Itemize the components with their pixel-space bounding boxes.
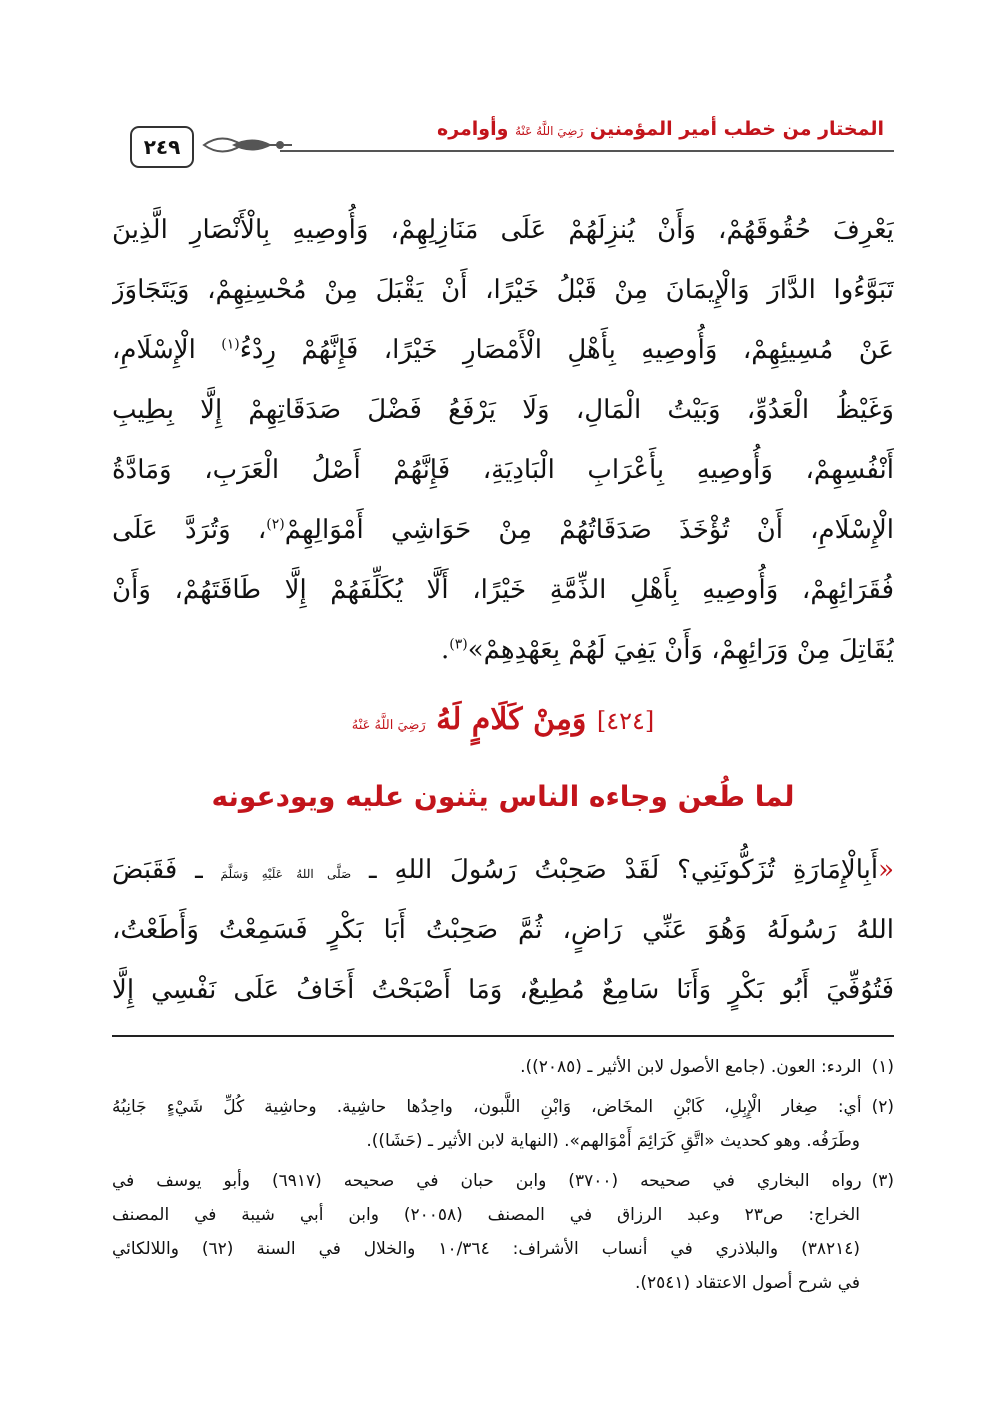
footnote-number: (٣) (871, 1171, 894, 1191)
text-segment: الْإِسْلَامِ، (112, 335, 196, 365)
section-heading (112, 702, 894, 737)
quote-mark: « (878, 855, 894, 885)
footnote-text: أي: صِغار الْإِبِلِ، كَابْنِ المخَاض، وَابْنِ اللَّبون، واحِدُها حاشِية. وحاشِية كُلِّ شَيْءٍ جَانِبُهُ (112, 1097, 862, 1117)
footnote-number: (١) (871, 1057, 894, 1077)
footnote-text: الردء: العون. (جامع الأصول لابن الأثير ـ (٢٠٨٥)). (520, 1057, 862, 1077)
page-number: ٢٤٩ (130, 126, 194, 168)
text-segment: الْإِسْلَامِ، أَنْ تُؤْخَذَ صَدَقَاتُهُمْ مِنْ حَوَاشِي أَمْوَالِهِمْ (284, 515, 894, 545)
running-title-text: المختار من خطب أمير المؤمنين (589, 118, 884, 140)
footnote-ref[interactable]: (١) (221, 336, 240, 353)
footnote-line: في شرح أصول الاعتقاد (٢٥٤١). (634, 1273, 860, 1293)
ornament-icon (202, 130, 292, 160)
footnote-number: (٢) (871, 1097, 894, 1117)
text-line: اللهُ رَسُولَهُ وَهُوَ عَنِّي رَاضٍ، ثُمَّ صَحِبْتُ أَبَا بَكْرٍ فَسَمِعْتُ وَأَطَعْتُ، (112, 915, 894, 945)
section-subtitle: لما طُعن وجاءه الناس يثنون عليه ويودعونه (211, 780, 795, 813)
footnote-line (112, 1050, 894, 1084)
text-line (112, 620, 894, 680)
honorific: صَلَّى اللهُ عَلَيْهِ وَسَلَّمَ (220, 867, 352, 881)
text-segment: عَنْ مُسِيئِهِمْ، وَأُوصِيهِ بِأَهْلِ الْأَمْصَارِ خَيْرًا، فَإِنَّهُمْ رِدْءُ (239, 335, 894, 365)
footnote (112, 1090, 894, 1158)
quote-text (112, 840, 894, 1020)
running-title-tail: وأوامره (436, 118, 509, 140)
text-segment: ، وَتُرَدَّ عَلَى (112, 515, 267, 545)
footnote-line: الخراج: ص٢٣ وعبد الرزاق في المصنف (٢٠٠٥٨) وابن أبي شيبة في المصنف (112, 1205, 860, 1225)
footnote-text: رواه البخاري في صحيحه (٣٧٠٠) وابن حبان في صحيحه (٦٩١٧) وأبو يوسف في (112, 1171, 862, 1191)
honorific: رَضِيَ اللَّهُ عَنْهُ (351, 718, 426, 733)
section-number: [٤٢٤] (596, 707, 655, 735)
main-text (112, 200, 894, 680)
footnote-line (112, 1090, 894, 1124)
header-rule (280, 150, 894, 152)
footnote (112, 1050, 894, 1084)
footnote (112, 1164, 894, 1300)
text-segment: يُقَاتِلَ مِنْ وَرَائِهِمْ، وَأَنْ يَفِيَ لَهُمْ بِعَهْدِهِمْ» (467, 635, 894, 665)
text-line (112, 500, 894, 560)
text-segment: ـ فَقَبَضَ (112, 855, 203, 885)
text-line: أَنْفُسِهِمْ، وَأُوصِيهِ بِأَعْرَابِ الْبَادِيَةِ، فَإِنَّهُمْ أَصْلُ الْعَرَبِ، وَمَادَّةُ (112, 455, 894, 485)
text-line (112, 840, 894, 900)
text-line: تَبَوَّءُوا الدَّارَ وَالْإِيمَانَ مِنْ قَبْلُ خَيْرًا، أَنْ يَقْبَلَ مِنْ مُحْسِنِهِمْ، وَيَتَجَاوَزَ (112, 275, 894, 305)
text-segment: . (440, 635, 450, 665)
text-segment: أَبِالْإِمَارَةِ تُزَكُّونَنِي؟ لَقَدْ صَحِبْتُ رَسُولَ اللهِ ـ (369, 855, 879, 885)
footnote-line: (٣٨٢١٤) والبلاذري في أنساب الأشراف: ١٠/٣٦٤ والخلال في السنة (٦٢) واللالكائي (112, 1239, 860, 1259)
honorific: رَضِيَ اللَّهُ عَنْهُ (515, 124, 584, 138)
text-line: وَغَيْظُ الْعَدُوِّ، وَبَيْتُ الْمَالِ، وَلَا يَرْفَعُ فَضْلَ صَدَقَاتِهِمْ إِلَّا بِطِيبِ (112, 395, 894, 425)
footnote-line: وطَرَفُه. وهو كحديث «اتَّقِ كَرَائِمَ أَمْوَالهم». (النهاية لابن الأثير ـ (حَشَا)). (366, 1131, 860, 1151)
running-title (437, 118, 884, 140)
page-header (130, 118, 894, 178)
text-line: فَتُوُفِّيَ أَبُو بَكْرٍ وَأَنَا سَامِعٌ مُطِيعٌ، وَمَا أَصْبَحْتُ أَخَافُ عَلَى نَفْسِي إِلَّا (112, 975, 894, 1005)
footnote-rule (112, 1035, 894, 1037)
text-line: يَعْرِفَ حُقُوقَهُمْ، وَأَنْ يُنزِلَهُمْ عَلَى مَنَازِلِهِمْ، وَأُوصِيهِ بِالْأَنْصَارِ الَّذِينَ (112, 215, 894, 245)
footnote-line (112, 1164, 894, 1198)
text-line: فُقَرَائِهِمْ، وَأُوصِيهِ بِأَهْلِ الذِّمَّةِ خَيْرًا، أَلَّا يُكَلِّفَهُمْ إِلَّا طَاقَتَهُمْ، وَأَنْ (112, 575, 894, 605)
footnotes (112, 1050, 894, 1306)
footnote-ref[interactable]: (٢) (266, 516, 285, 533)
text-line (112, 320, 894, 380)
footnote-ref[interactable]: (٣) (449, 636, 468, 653)
section-title: وَمِنْ كَلَامٍ لَهُ (436, 702, 587, 737)
